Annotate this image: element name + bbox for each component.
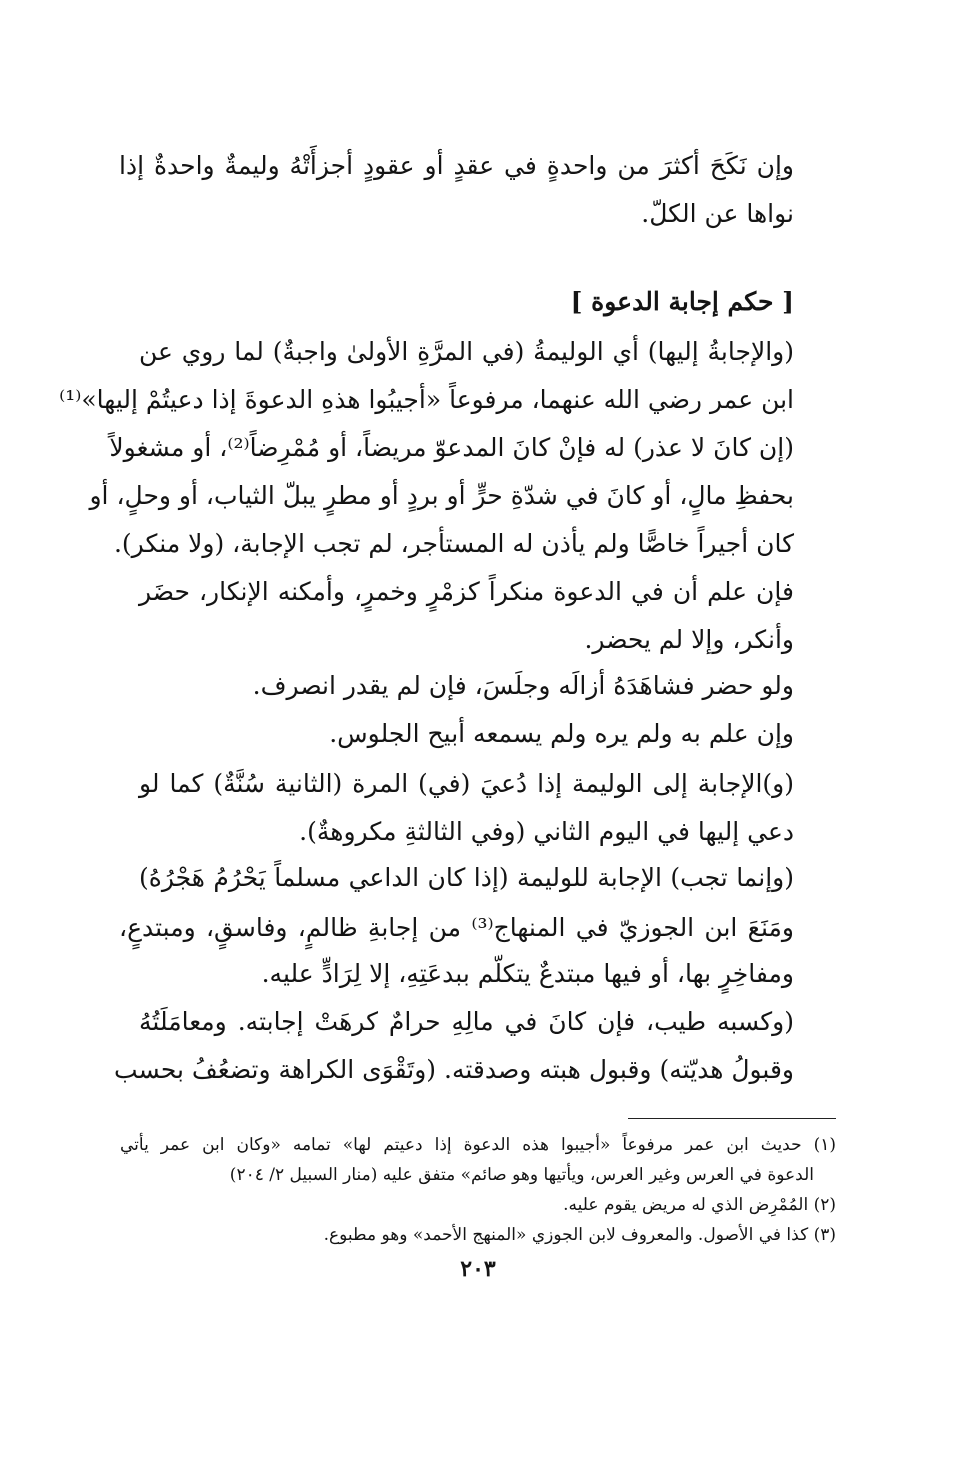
body-line-4: بحفظِ مالٍ، أو كانَ في شدّةِ حرٍّ أو بردٍ أو مطرٍ يبلّ الثياب، أو وحلٍ، أو: [89, 481, 794, 510]
body-line-5: كان أجيراً خاصًّا ولم يأذن له المستأجر، لم تجب الإجابة، (ولا منكر).: [113, 529, 794, 558]
body-line-3: (إن كانَ لا عذر) له فإنْ كانَ المدعوّ مريضاً، أو مُمْرِضاً⁽²⁾، أو مشغولاً: [109, 433, 794, 462]
body-line-10: (و)الإجابة إلى الوليمة إذا دُعيَ (في) المرة (الثانية سُنَّةٌ) كما لو: [139, 769, 794, 798]
body-line-7: وأنكر، وإلا لم يحضر.: [584, 625, 794, 654]
body-line-6: فإن علم أن في الدعوة منكراً كزمْرٍ وخمرٍ، وأمكنه الإنكار، حضَر: [139, 577, 794, 606]
intro-line-2: نواها عن الكلّ.: [641, 199, 794, 228]
footnote-2: (٢) المُمْرِض الذي له مريض يقوم عليه.: [563, 1195, 836, 1215]
footnote-1-continued: الدعوة في العرس وغير العرس، ويأتيها وهو صائم» متفق عليه (منار السبيل ٢/ ٢٠٤): [229, 1165, 814, 1185]
footnote-separator: [628, 1118, 836, 1119]
section-heading: [ حكم إجابة الدعوة ]: [570, 287, 794, 316]
body-line-13: ومَنَعَ ابن الجوزيّ في المنهاج⁽³⁾ من إجابةِ ظالمٍ، وفاسقٍ، ومبتدعٍ،: [119, 913, 794, 942]
body-line-11: دعي إليها في اليوم الثاني (وفي الثالثةِ مكروهةٌ).: [299, 817, 794, 846]
intro-line-1: وإن نَكَحَ أكثرَ من واحدةٍ في عقدٍ أو عقودٍ أجزأَتْهُ وليمةٌ واحدةٌ إذا: [119, 151, 794, 180]
body-line-1: (والإجابةُ إليها) أي الوليمةُ (في المرَّةِ الأولىٰ واجبةٌ) لما روي عن: [139, 337, 794, 366]
footnote-1: (١) حديث ابن عمر مرفوعاً «أجيبوا هذه الدعوة إذا دعيتم لها» تمامه «وكان ابن عمر يأتي: [120, 1135, 836, 1155]
body-line-15: (وكسبه طيب، فإن كانَ في مالِهِ حرامٌ كرهَتْ إجابته. ومعامَلَتُهُ: [139, 1007, 794, 1036]
page-number: ٢٠٣: [460, 1256, 496, 1282]
body-line-12: (وإنما تجب) الإجابة للوليمة (إذا كان الداعي مسلماً يَحْرُمُ هَجْرُهُ): [139, 863, 794, 892]
body-line-9: وإن علم به ولم يره ولم يسمعه أبيح الجلوس.: [329, 719, 794, 748]
body-line-2: ابن عمر رضي الله عنهما، مرفوعاً «أجيبُوا هذهِ الدعوةَ إذا دعيتُمْ إليها»⁽¹⁾: [59, 385, 794, 414]
footnote-3: (٣) كذا في الأصول. والمعروف لابن الجوزي «المنهج الأحمد» وهو مطبوع.: [323, 1225, 836, 1245]
body-line-8: ولو حضر فشاهَدَهُ أزالَه وجلَسَ، فإن لم يقدر انصرف.: [252, 671, 794, 700]
body-line-16: وقبولُ هديّته) وقبول هبته وصدقته. (وتَقْوَى الكراهة وتضعُفُ بحسب: [114, 1055, 794, 1084]
body-line-14: ومفاخِرٍ بها، أو فيها مبتدعٌ يتكلّم ببدعَتِهِ، إلا لِرَادٍّ عليه.: [261, 959, 794, 988]
